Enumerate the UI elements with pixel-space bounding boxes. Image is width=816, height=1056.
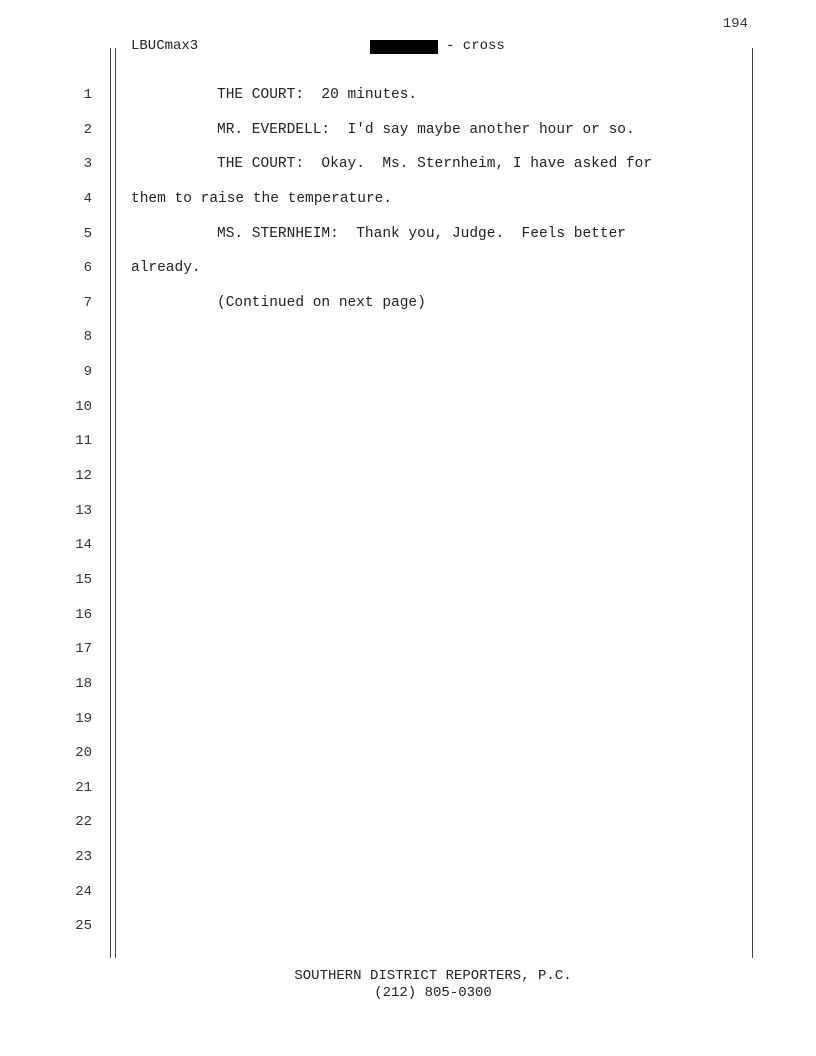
transcript-line [131, 916, 741, 951]
transcript-line [131, 535, 741, 570]
line-number: 13 [75, 502, 92, 519]
transcript-line [131, 812, 741, 847]
line-number-column [60, 85, 92, 951]
transcript-line: already. [131, 260, 201, 277]
transcript-line [131, 327, 741, 362]
line-number: 15 [75, 571, 92, 588]
line-number: 9 [83, 364, 92, 381]
transcript-line [131, 639, 741, 674]
transcript-line: MR. EVERDELL: I'd say maybe another hour or so. [217, 121, 635, 138]
line-number: 8 [83, 329, 92, 346]
line-number: 14 [75, 537, 92, 554]
line-number: 20 [75, 745, 92, 762]
transcript-line: THE COURT: Okay. Ms. Sternheim, I have asked for [217, 156, 653, 173]
footer-phone: (212) 805-0300 [374, 985, 492, 1001]
line-number: 21 [75, 779, 92, 796]
transcript-body [131, 85, 741, 951]
footer [0, 968, 816, 1002]
line-number: 10 [75, 398, 92, 415]
transcript-line [131, 778, 741, 813]
left-margin-rule-inner [115, 48, 116, 958]
line-number: 3 [83, 156, 92, 173]
line-number: 23 [75, 849, 92, 866]
line-number: 4 [83, 190, 92, 207]
left-margin-rule [110, 48, 111, 958]
transcript-line: (Continued on next page) [217, 294, 426, 311]
footer-reporter: SOUTHERN DISTRICT REPORTERS, P.C. [294, 968, 572, 984]
page-number: 194 [722, 16, 748, 32]
transcript-line [131, 605, 741, 640]
transcript-line: them to raise the temperature. [131, 190, 393, 207]
line-number: 16 [75, 606, 92, 623]
running-header-code: LBUCmax3 [131, 38, 199, 54]
line-number: 11 [75, 433, 92, 450]
running-header-suffix: - cross [446, 38, 505, 54]
line-number: 5 [83, 225, 92, 242]
transcript-line [131, 743, 741, 778]
transcript-line [131, 397, 741, 432]
transcript-line [131, 709, 741, 744]
transcript-line: MS. STERNHEIM: Thank you, Judge. Feels better [217, 225, 626, 242]
transcript-line [131, 570, 741, 605]
line-number: 7 [83, 294, 92, 311]
transcript-line: THE COURT: 20 minutes. [217, 87, 418, 103]
line-number: 22 [75, 814, 92, 831]
line-number: 25 [75, 918, 92, 935]
transcript-line [131, 882, 741, 917]
line-number: 2 [83, 121, 92, 138]
line-number: 6 [83, 260, 92, 277]
line-number: 19 [75, 710, 92, 727]
transcript-line [131, 501, 741, 536]
line-number: 12 [75, 468, 92, 485]
redaction-bar [370, 40, 438, 54]
line-number: 18 [75, 675, 92, 692]
line-number: 17 [75, 641, 92, 658]
right-margin-rule [752, 48, 753, 958]
transcript-line [131, 674, 741, 709]
transcript-line [131, 466, 741, 501]
transcript-line [131, 847, 741, 882]
transcript-line [131, 431, 741, 466]
line-number: 1 [83, 87, 92, 103]
transcript-line [131, 362, 741, 397]
line-number: 24 [75, 883, 92, 900]
